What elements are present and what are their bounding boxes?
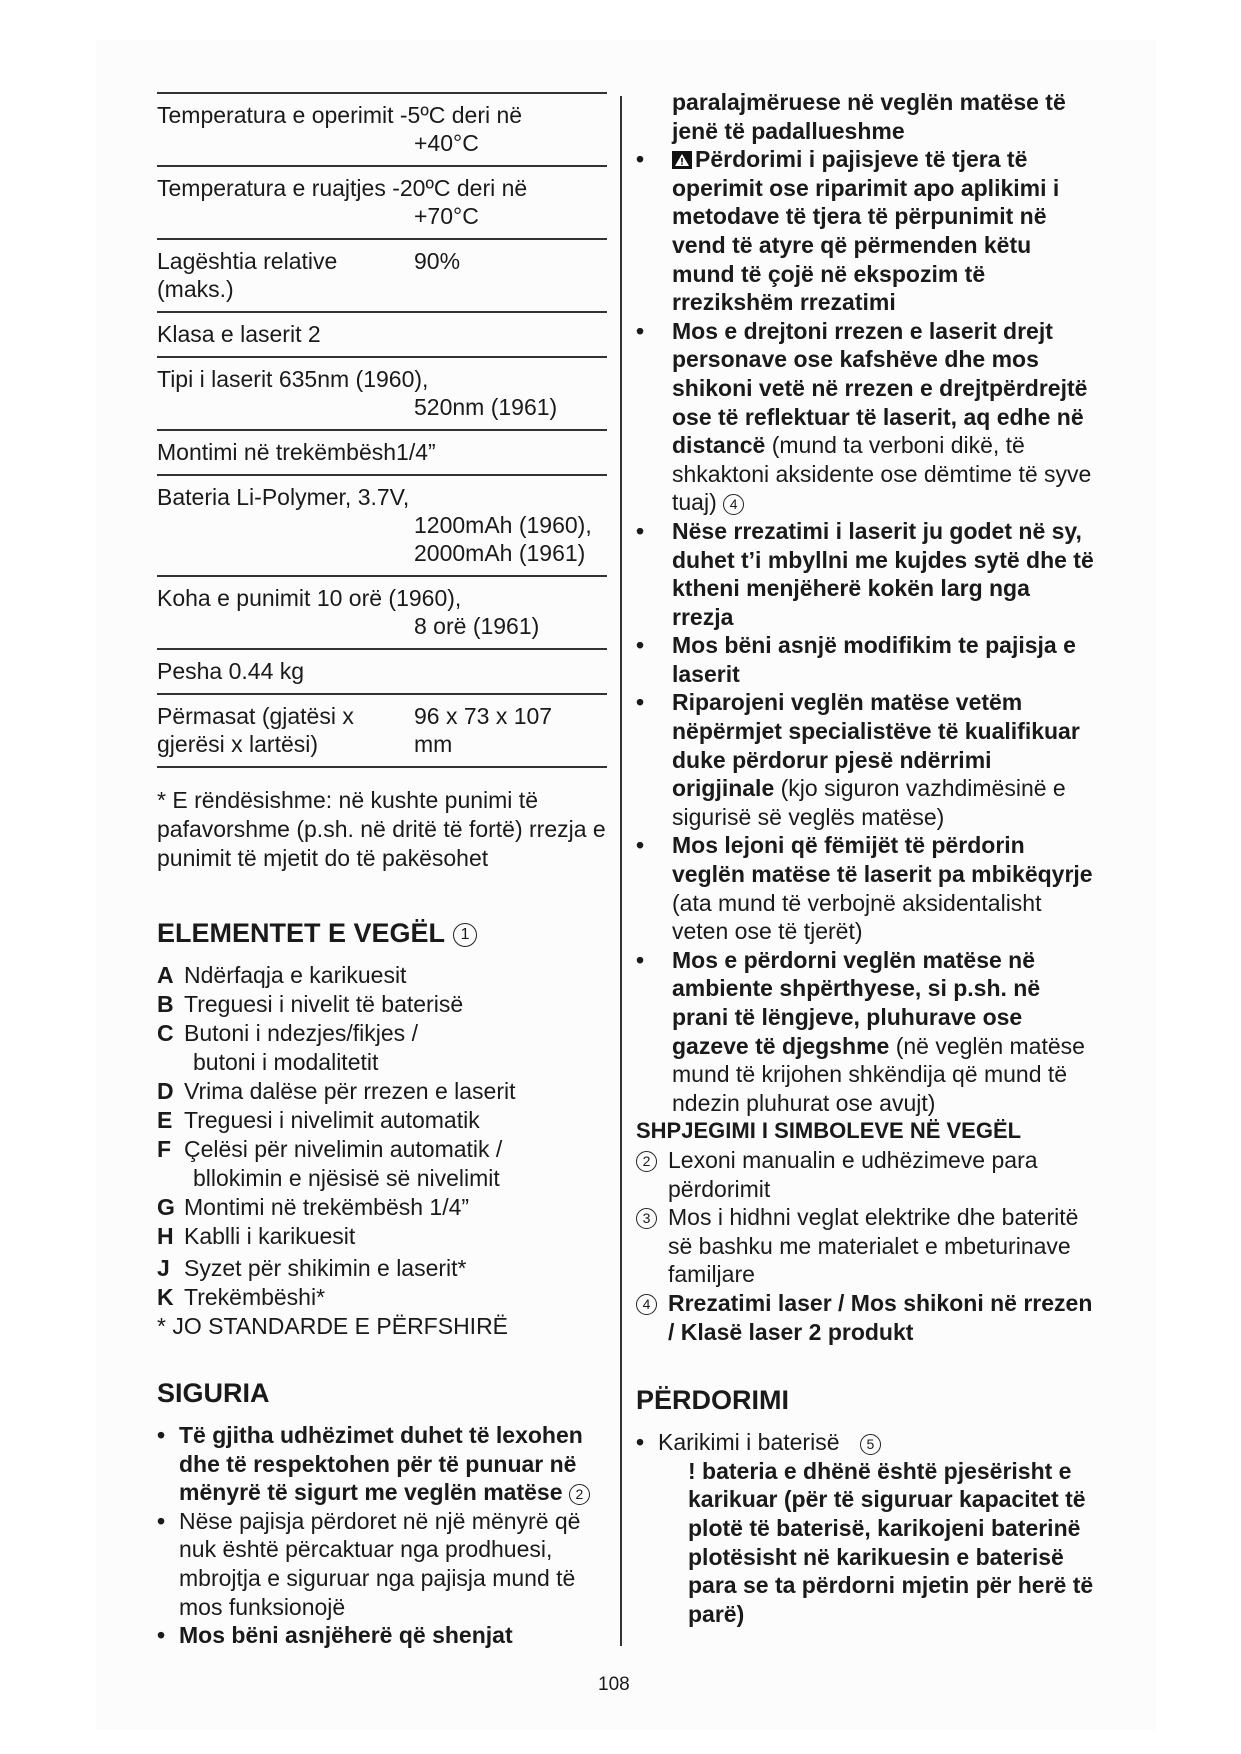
elements-heading [157, 917, 607, 949]
list-item [157, 1106, 607, 1135]
symbol-text: Mos i hidhni veglat elektrike dhe bateritë së bashku me materialet e mbeturinave familjare [668, 1204, 1079, 1288]
bullet-text: Përdorimi i pajisjeve të tjera të operimit ose riparimit apo aplikimi i metodave të tjera të përpunimit në vend të atyre që përmenden këtu mund të çojë në ekspozim të rrezikshëm rrezatimi [672, 146, 1060, 316]
spec-label-line2: (maks.) [157, 276, 234, 302]
spec-row-dimensions [157, 695, 607, 768]
bullet-text-bold: Mos e drejtoni rrezen e laserit drejt personave ose kafshëve dhe mos shikoni vetë në rrezen e drejtpërdrejtë ose të reflektuar të laserit, aq edhe në distancë [672, 317, 1088, 459]
item-letter: C [157, 1020, 174, 1046]
figure-ref-badge: 1 [453, 923, 477, 947]
item-text: Vrima dalëse për rrezen e laserit [184, 1078, 516, 1104]
spec-value: -20ºC deri në [392, 175, 528, 201]
bullet-text: (në veglën matëse mund të krijohen shkëndija që mund të ndezin pluhurat ose avujt) [672, 1032, 1085, 1116]
safety-bullet-10: • Mos e përdorni veglën matëse në ambiente shpërthyese, si p.sh. në prani të lëngjeve, pluhurave ose gazeve të djegshme (në veglën matëse mund të krijohen shkëndija që mund të ndezin pluhurat ose avujt) [636, 946, 1085, 1116]
list-item [157, 1077, 607, 1106]
item-letter: A [157, 962, 174, 988]
item-letter: D [157, 1078, 174, 1104]
spec-value-line1: 96 x 73 x 107 [414, 703, 553, 729]
item-text: Çelësi për nivelimin automatik / [184, 1136, 503, 1162]
item-letter: F [157, 1136, 172, 1162]
elements-heading-text: ELEMENTET E VEGËL [157, 918, 446, 948]
list-item [157, 1135, 607, 1193]
spec-value-cont: +70°C [414, 203, 479, 229]
spec-value: -5ºC deri në [399, 102, 523, 128]
spec-value: 635nm (1960), [278, 366, 429, 392]
item-text: Montimi në trekëmbësh 1/4” [184, 1194, 470, 1220]
right-column [636, 88, 1096, 1628]
item-text-cont: bllokimin e njësisë së nivelimit [193, 1165, 500, 1191]
left-column [157, 92, 607, 1650]
safety-bullet-6: • Nëse rrezatimi i laserit ju godet në sy, duhet t’i mbyllni me kujdes sytë dhe të ktheni menjëherë kokën larg nga rrezja [636, 517, 1094, 630]
safety-bullet-7: • Mos bëni asnjë modifikim te pajisja e laserit [636, 632, 1076, 687]
page-number: 108 [598, 1674, 630, 1695]
symbol-item-laser [636, 1289, 1096, 1346]
item-text-cont: butoni i modalitetit [193, 1049, 379, 1075]
spec-row-operating-temp [157, 94, 607, 167]
spec-row-working-time [157, 577, 607, 650]
symbols-heading: SHPJEGIMI I SIMBOLEVE NË VEGËL [636, 1118, 1022, 1144]
spec-label [157, 702, 414, 758]
safety-list [157, 1421, 607, 1650]
spec-row-weight [157, 650, 607, 695]
safety-bullet-3-cont: paralajmëruese në veglën matëse të jenë të padallueshme [672, 89, 1066, 144]
spec-row-battery [157, 476, 607, 577]
spec-value-line2: mm [414, 731, 453, 757]
item-letter: K [157, 1284, 174, 1310]
safety-heading: SIGURIA [157, 1378, 270, 1408]
spec-label: Klasa e laserit [157, 321, 302, 347]
spec-value-cont: 520nm (1961) [414, 394, 558, 420]
spec-label-line2: gjerësi x lartësi) [157, 731, 319, 757]
item-letter: B [157, 991, 174, 1017]
bullet-text: (mund ta verboni dikë, të shkaktoni aksidente ose dëmtime të syve tuaj) [672, 432, 1092, 516]
spec-row-humidity [157, 240, 607, 313]
spec-label-line1: Përmasat (gjatësi x [157, 703, 354, 729]
item-letter: H [157, 1223, 174, 1249]
spec-value-cont: 1200mAh (1960), [414, 512, 592, 538]
item-letter: E [157, 1107, 173, 1133]
figure-ref-badge: 2 [569, 1484, 590, 1505]
bullet-text: Karikimi i baterisë [658, 1429, 840, 1456]
safety-bullet-1: • Të gjitha udhëzimet duhet të lexohen dhe të respektohen për të punuar në mënyrë të sigurt me veglën matëse 2 [157, 1421, 607, 1507]
item-text: Ndërfaqja e karikuesit [184, 962, 407, 988]
item-letter: G [157, 1194, 175, 1220]
bullet-text: Nëse rrezatimi i laserit ju godet në sy, duhet t’i mbyllni me kujdes sytë dhe të ktheni menjëherë kokën larg nga rrezja [672, 517, 1094, 630]
bullet-text: (ata mund të verbojnë aksidentalisht veten ose të tjerët) [672, 889, 1042, 945]
symbol-text: Rrezatimi laser / Mos shikoni në rrezen / Klasë laser 2 produkt [668, 1289, 1093, 1345]
spec-label: Pesha [157, 658, 223, 684]
spec-value: Li-Polymer, 3.7V, [236, 484, 410, 510]
safety-bullet-4: • Përdorimi i pajisjeve të tjera të operimit ose riparimit apo aplikimi i metodave të tjera të përpunimit në vend të atyre që përmenden këtu mund të çojë në ekspozim të rrezikshëm rrezatimi [636, 146, 1060, 316]
figure-ref-badge: 4 [636, 1294, 657, 1315]
important-note: * E rëndësishme: në kushte punimi të pafavorshme (p.sh. në dritë të fortë) rrezja e punimit të mjetit do të pakësohet [157, 787, 606, 871]
spec-row-tripod-mount [157, 431, 607, 476]
list-item [157, 990, 607, 1019]
item-text: Kablli i karikuesit [184, 1223, 356, 1249]
spec-row-storage-temp [157, 167, 607, 240]
figure-ref-badge: 5 [860, 1434, 881, 1455]
safety-bullet-9: • Mos lejoni që fëmijët të përdorin veglën matëse të laserit pa mbikëqyrje (ata mund të verbojnë aksidentalisht veten ose të tjerët) [636, 832, 1093, 945]
safety-bullet-8: • Riparojeni veglën matëse vetëm nëpërmjet specialistëve të kualifikuar duke përdorur pjesë ndërrimi origjinale (kjo siguron vazhdimësinë e sigurisë së veglës matëse) [636, 689, 1080, 830]
bullet-text-bold: Mos e përdorni veglën matëse në ambiente shpërthyese, si p.sh. në prani të lëngjeve, pluhurave ose gazeve të djegshme [672, 946, 1041, 1059]
spec-label: Montimi në trekëmbësh [157, 439, 397, 465]
spec-value: 10 orë (1960), [316, 585, 462, 611]
usage-bullet-charging: • Karikimi i baterisë 5 [636, 1428, 1096, 1457]
spec-value: 1/4” [396, 439, 436, 465]
spec-value-cont: 8 orë (1961) [414, 613, 540, 639]
list-item [157, 1019, 607, 1077]
bullet-text-bold: Riparojeni veglën matëse vetëm nëpërmjet specialistëve të kualifikuar duke përdorur pjesë ndërrimi origjinale [672, 689, 1080, 802]
spec-label: Tipi i laserit [157, 366, 273, 392]
item-text: Syzet për shikimin e laserit* [184, 1255, 467, 1281]
bullet-text: Mos bëni asnjë modifikim te pajisja e laserit [672, 632, 1076, 687]
figure-ref-badge: 4 [723, 494, 744, 515]
figure-ref-badge: 2 [636, 1151, 657, 1172]
column-divider [620, 96, 622, 1646]
bullet-text: Nëse pajisja përdoret në një mënyrë që nuk është përcaktuar nga prodhuesi, mbrojtja e siguruar nga pajisja mund të mos funksionojë [179, 1507, 581, 1620]
spec-value-cont2: 2000mAh (1961) [414, 540, 586, 566]
list-item [157, 1222, 607, 1251]
item-text: Butoni i ndezjes/fikjes / [184, 1020, 418, 1046]
item-text: Trekëmbëshi* [184, 1284, 326, 1310]
bullet-text: Mos bëni asnjëherë që shenjat [179, 1622, 513, 1649]
safety-bullet-5: • Mos e drejtoni rrezen e laserit drejt personave ose kafshëve dhe mos shikoni vetë në rrezen e drejtpërdrejtë ose të reflektuar të laserit, aq edhe në distancë (mund ta verboni dikë, të shkaktoni aksidente ose dëmtime të syve tuaj) 4 [636, 317, 1092, 516]
spec-value-cont: +40°C [414, 130, 479, 156]
figure-ref-badge: 3 [636, 1208, 657, 1229]
laser-warning-icon [672, 151, 692, 169]
symbol-text: Lexoni manualin e udhëzimeve para përdorimit [668, 1146, 1038, 1202]
item-letter: J [157, 1255, 170, 1281]
bullet-text-bold: Mos lejoni që fëmijët të përdorin veglën matëse të laserit pa mbikëqyrje [672, 832, 1093, 888]
item-text: Treguesi i nivelimit automatik [184, 1107, 480, 1133]
list-item [157, 961, 607, 990]
list-item [157, 1193, 607, 1222]
spec-row-laser-type [157, 358, 607, 431]
bullet-text: (kjo siguron vazhdimësinë e sigurisë së veglës matëse) [672, 775, 1066, 830]
spec-value: 0.44 kg [228, 658, 305, 684]
spec-label [157, 247, 414, 303]
spec-value: 2 [307, 321, 321, 347]
list-item [157, 1283, 607, 1312]
spec-label-line1: Lagështia relative [157, 248, 338, 274]
spec-label: Temperatura e ruajtjes [157, 175, 386, 201]
spec-value [414, 702, 552, 758]
spec-label: Bateria [157, 484, 230, 510]
bullet-text: Të gjitha udhëzimet duhet të lexohen dhe të respektohen për të punuar në mënyrë të sigurt me veglën matëse [179, 1422, 583, 1506]
list-item [157, 1254, 607, 1283]
safety-bullet-3: • Mos bëni asnjëherë që shenjat [157, 1622, 513, 1649]
spec-value: 90% [414, 248, 461, 274]
battery-warning: ! bateria e dhënë është pjesërisht e karikuar (për të siguruar kapacitet të plotë të baterisë, karikojeni baterinë plotësisht në karikuesin e baterisë para se ta përdorni mjetin për herë të parë) [688, 1457, 1094, 1627]
safety-bullet-2: • Nëse pajisja përdoret në një mënyrë që nuk është përcaktuar nga prodhuesi, mbrojtja e siguruar nga pajisja mund të mos funksionojë [157, 1507, 581, 1620]
symbol-item-disposal [636, 1203, 1096, 1289]
spec-table [157, 92, 607, 768]
not-included-footnote: * JO STANDARDE E PËRFSHIRË [157, 1313, 509, 1339]
usage-heading: PËRDORIMI [636, 1385, 790, 1416]
spec-row-laser-class [157, 313, 607, 358]
elements-list [157, 961, 607, 1341]
spec-label: Koha e punimit [157, 585, 311, 611]
item-text: Treguesi i nivelit të baterisë [184, 991, 464, 1017]
spec-label: Temperatura e operimit [157, 102, 394, 128]
symbol-item-manual [636, 1146, 1096, 1203]
